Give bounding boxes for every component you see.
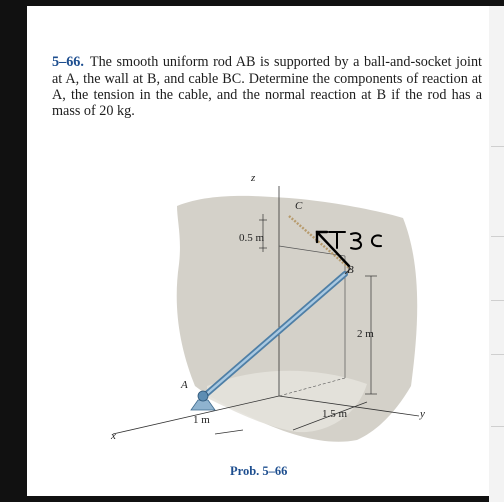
figure-caption: Prob. 5–66 <box>230 464 288 478</box>
point-a-label: A <box>181 379 188 391</box>
dim-c-offset: 0.5 m <box>239 232 265 244</box>
axis-y-label: y <box>420 408 425 420</box>
problem-number: 5–66. <box>52 54 84 71</box>
point-b-label: B <box>347 264 354 276</box>
rod-figure <box>27 6 489 496</box>
dim-x: 1 m <box>193 414 210 426</box>
dim-y: 1.5 m <box>322 408 348 420</box>
axis-x-label: x <box>111 430 116 442</box>
problem-text: The smooth uniform rod AB is supported by a ball-and-socket joint at A, the wall at B, and cable BC. Determine the components of reaction at A, the tension in the cable, and the normal reaction at B if the rod has a mass of 20 kg. <box>52 54 482 120</box>
handwritten-note <box>323 224 387 256</box>
dim-height: 2 m <box>357 328 374 340</box>
side-panel <box>489 6 504 502</box>
point-c-label: C <box>295 200 303 212</box>
axis-z-label: z <box>251 172 256 184</box>
textbook-page <box>27 6 489 496</box>
